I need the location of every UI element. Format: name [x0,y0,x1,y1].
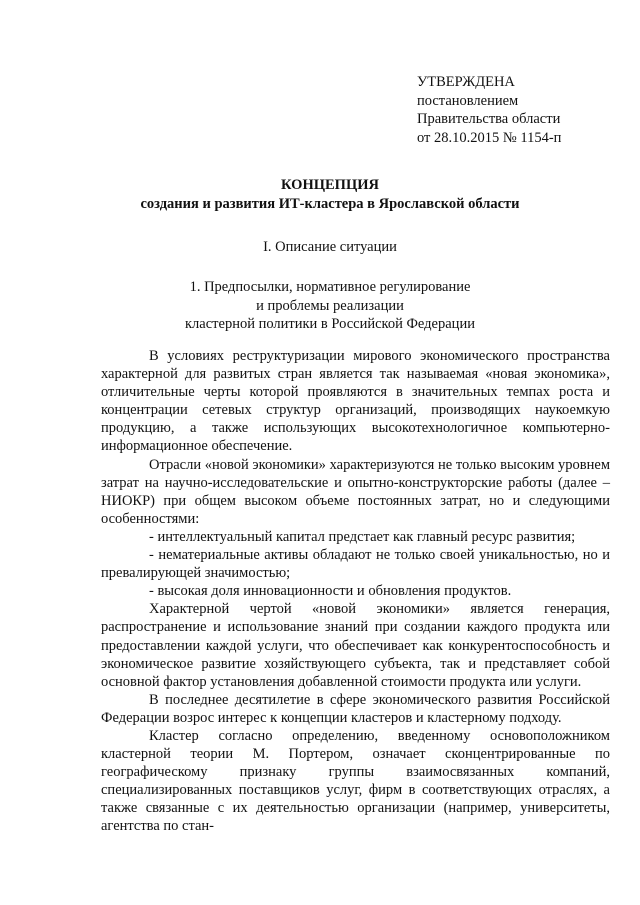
list-item-intellectual-capital: - интеллектуальный капитал предстает как главный ресурс развития; [149,528,576,545]
paragraph-knowledge-generation: Характерной чертой «новой экономики» является генерация, распространение и использование знаний при создании каждого продукта или предоставлении каждой услуги, что обеспечивает как конкурентоспособность и экономическое развитие хозяйствующего субъекта, так и представляет собой основной фактор установления добавленной стоимости продукта или услуги. [101,601,610,690]
approval-line-government: Правительства области [417,111,561,127]
approval-title: УТВЕРЖДЕНА [417,74,515,90]
paragraph-cluster-interest: В последнее десятилетие в сфере экономического развития Российской Федерации возрос интерес к концепции кластеров и кластерному подходу. [101,691,610,726]
approval-line-decree: постановлением [417,92,519,109]
subsection-heading-line-2: и проблемы реализации [256,297,404,314]
paragraph-cluster-definition: Кластер согласно определению, введенному основоположником кластерной теории М. Портером, означает сконцентрированные по географическому признаку группы взаимосвязанных компаний, специализированных поставщиков услуг, фирм в соответствующих отраслях, а также связанные с их деятельностью организации (например, университеты, агентства по стан- [101,727,610,835]
list-item-innovation: - высокая доля инновационности и обновления продуктов. [149,583,512,600]
document-title-sub: создания и развития ИТ-кластера в Ярославской области [140,196,520,212]
subsection-heading-line-1: 1. Предпосылки, нормативное регулирование [189,279,471,295]
approval-line-date: от 28.10.2015 № 1154-п [417,129,562,146]
body-text [101,347,610,836]
section-heading: I. Описание ситуации [263,239,397,255]
document-title-main: КОНЦЕПЦИЯ [281,177,379,193]
subsection-heading-line-3: кластерной политики в Российской Федерации [185,316,475,332]
paragraph-new-economy: В условиях реструктуризации мирового экономического пространства характерной для развитых стран является так называемая «новая экономика», отличительные черты которой проявляются в значительных темпах роста и концентрации сетевых структур организаций, производящих наукоемкую продукцию, а также использующих высокотехнологичное компьютерно-информационное обеспечение. [101,348,610,455]
document-title [60,176,600,214]
paragraph-industries: Отрасли «новой экономики» характеризуются не только высоким уровнем затрат на научно-исследовательские и опытно-конструкторские работы (далее – НИОКР) при общем высоком объеме постоянных затрат, но и следующими особенностями: [101,456,610,527]
list-item-intangible-assets: - нематериальные активы обладают не только своей уникальностью, но и превалирующей значимостью; [101,547,610,582]
subsection-heading [60,278,600,334]
approval-stamp [417,73,561,147]
